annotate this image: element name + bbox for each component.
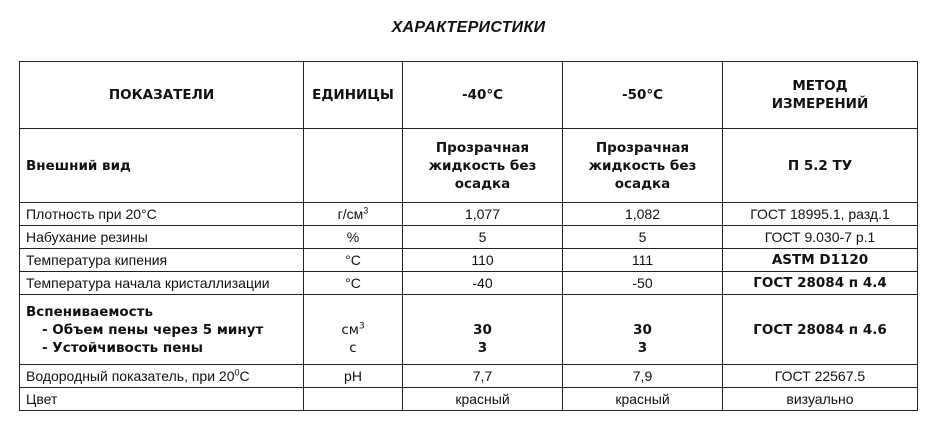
density-unit-base: г/см [337,206,364,222]
table-header-row [20,62,918,129]
density-v40: 1,077 [403,203,563,226]
foam-param-title: Вспениваемость [26,303,154,320]
boiling-param: Температура кипения [20,249,304,272]
ph-unit: pH [304,365,403,388]
table-row-density [20,203,918,226]
header-units: ЕДИНИЦЫ [304,62,403,129]
header-method [723,62,918,129]
table-row-appearance [20,129,918,203]
foam-method: ГОСТ 28084 п 4.6 [723,295,918,365]
color-v40: красный [403,388,563,411]
foam-sub1: - Объем пены через 5 минут [42,321,264,338]
rubber-method: ГОСТ 9.030-7 р.1 [723,226,918,249]
foam-unit [304,295,403,365]
ph-v50: 7,9 [563,365,723,388]
foam-unit2: с [349,339,357,356]
appearance-unit [304,129,403,203]
table-row-rubber [20,226,918,249]
density-v50: 1,082 [563,203,723,226]
foam-unit1-base: см [341,321,359,338]
foam-unit1 [310,321,396,339]
header-minus50: -50°C [563,62,723,129]
header-method-line2: ИЗМЕРЕНИЙ [771,96,869,112]
appearance-v40 [403,129,563,203]
header-minus40: -40°C [403,62,563,129]
foam-v40 [403,295,563,365]
foam-v50-1: 30 [633,321,652,338]
foam-v40-blank [409,303,556,321]
color-param: Цвет [20,388,304,411]
foam-param [20,295,304,365]
rubber-v40: 5 [403,226,563,249]
table-row-ph [20,365,918,388]
foam-unit1-sup: 3 [358,321,365,331]
appearance-v40-l2: жидкость без [428,157,537,174]
ph-method: ГОСТ 22567.5 [723,365,918,388]
appearance-v50 [563,129,723,203]
crystal-unit: °С [304,272,403,295]
density-method: ГОСТ 18995.1, разд.1 [723,203,918,226]
appearance-v50-l2: жидкость без [588,157,697,174]
ph-param-base: Водородный показатель, при 20 [26,368,235,384]
appearance-v40-l3: осадка [454,175,511,192]
rubber-v50: 5 [563,226,723,249]
foam-v50 [563,295,723,365]
ph-param [20,365,304,388]
appearance-v50-l1: Прозрачная [595,139,690,156]
color-unit [304,388,403,411]
foam-sub2: - Устойчивость пены [42,339,203,356]
table-row-crystallization [20,272,918,295]
header-param: ПОКАЗАТЕЛИ [20,62,304,129]
foam-v50-2: 3 [637,339,648,356]
foam-unit-blank [310,303,396,321]
boiling-method: ASTM D1120 [723,249,918,272]
ph-param-tail: С [239,368,250,384]
table-row-color [20,388,918,411]
table-row-boiling [20,249,918,272]
appearance-method: П 5.2 ТУ [723,129,918,203]
boiling-v50: 111 [563,249,723,272]
table-row-foaming [20,295,918,365]
crystal-v50: -50 [563,272,723,295]
appearance-v50-l3: осадка [614,175,671,192]
color-v50: красный [563,388,723,411]
crystal-v40: -40 [403,272,563,295]
foam-v40-2: 3 [477,339,488,356]
appearance-param: Внешний вид [20,129,304,203]
rubber-unit: % [304,226,403,249]
header-method-line1: МЕТОД [792,78,848,94]
boiling-unit: °С [304,249,403,272]
crystal-param: Температура начала кристаллизации [20,272,304,295]
ph-v40: 7,7 [403,365,563,388]
foam-v40-1: 30 [473,321,492,338]
rubber-param: Набухание резины [20,226,304,249]
page-title: ХАРАКТЕРИСТИКИ [391,19,546,36]
characteristics-table [19,61,918,411]
density-unit [304,203,403,226]
density-unit-sup: 3 [363,205,369,216]
ph-param-sup: 0 [234,367,240,378]
foam-v50-blank [569,303,716,321]
crystal-method: ГОСТ 28084 п 4.4 [723,272,918,295]
boiling-v40: 110 [403,249,563,272]
appearance-v40-l1: Прозрачная [435,139,530,156]
density-param: Плотность при 20°С [20,203,304,226]
color-method: визуально [723,388,918,411]
